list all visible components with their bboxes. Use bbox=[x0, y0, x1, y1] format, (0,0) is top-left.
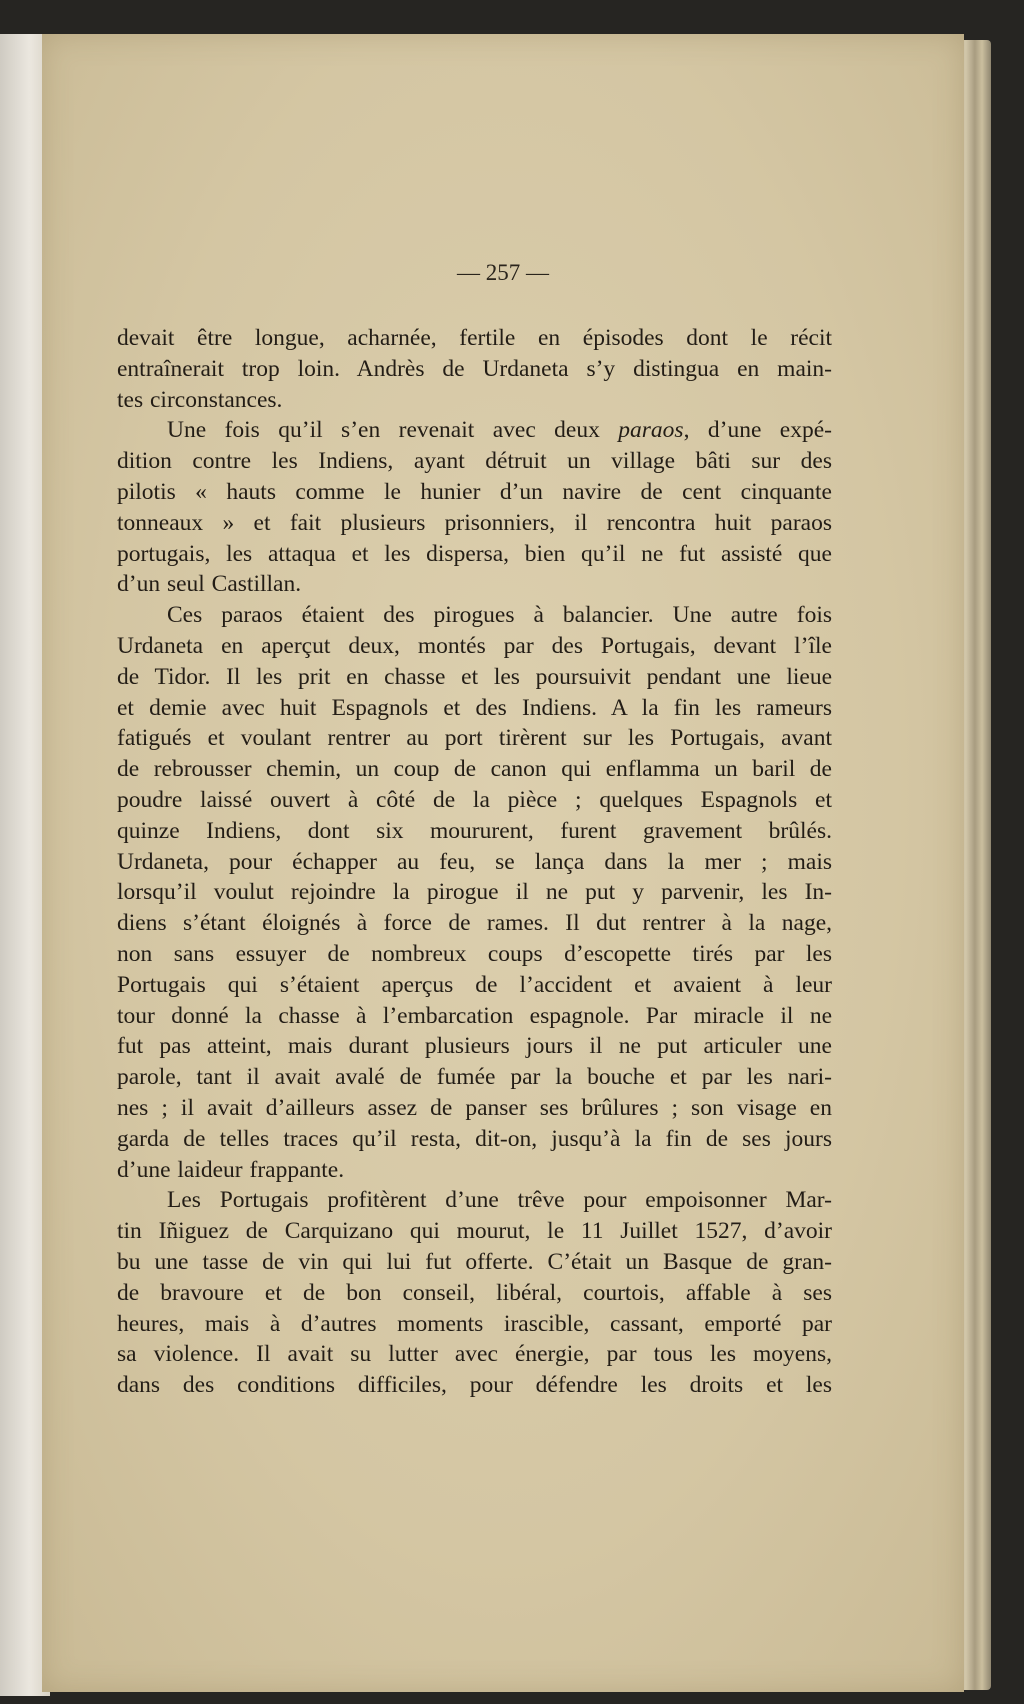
text-line: tonneaux » et fait plusieurs prisonniers, il rencontra huit paraos bbox=[117, 509, 832, 536]
text-line: Portugais qui s’étaient aperçus de l’accident et avaient à leur bbox=[117, 971, 832, 998]
text-line: dition contre les Indiens, ayant détruit un village bâti sur des bbox=[117, 448, 832, 475]
text-line: pilotis « hauts comme le hunier d’un navire de cent cinquante bbox=[117, 478, 832, 505]
page-number: — 257 — bbox=[457, 260, 549, 285]
text-line: devait être longue, acharnée, fertile en épisodes dont le récit bbox=[117, 325, 832, 351]
text-line: Les Portugais profitèrent d’une trêve pour empoisonner Mar- bbox=[167, 1187, 832, 1214]
italic-word: paraos bbox=[618, 417, 684, 444]
book-page bbox=[42, 34, 964, 1692]
text-line: d’un seul Castillan. bbox=[117, 571, 302, 598]
text-line: quinze Indiens, dont six moururent, furent gravement brûlés. bbox=[117, 817, 832, 844]
paragraph bbox=[117, 323, 832, 415]
text-line: de bravoure et de bon conseil, libéral, courtois, affable à ses bbox=[117, 1279, 832, 1306]
text-line: de Tidor. Il les prit en chasse et les poursuivit pendant une lieue bbox=[117, 663, 832, 690]
text-line: poudre laissé ouvert à côté de la pièce ; quelques Espagnols et bbox=[117, 786, 832, 813]
text-line: entraînerait trop loin. Andrès de Urdaneta s’y distingua en main- bbox=[117, 355, 832, 382]
text-line: nes ; il avait d’ailleurs assez de panser ses brûlures ; son visage en bbox=[117, 1094, 832, 1121]
text-line: diens s’étant éloignés à force de rames. Il dut rentrer à la nage, bbox=[117, 910, 832, 937]
text-line: d’une laideur frappante. bbox=[117, 1156, 345, 1183]
text-line: lorsqu’il voulut rejoindre la pirogue il ne put y parvenir, les In- bbox=[117, 879, 832, 906]
text-line: de rebrousser chemin, un coup de canon qui enflamma un baril de bbox=[117, 756, 832, 783]
text-line: Une fois qu’il s’en revenait avec deux paraos, d’une expé- bbox=[167, 417, 832, 444]
text-line: tour donné la chasse à l’embarcation espagnole. Par miracle il ne bbox=[117, 1002, 832, 1029]
paragraph bbox=[117, 415, 832, 600]
text-line: garda de telles traces qu’il resta, dit-on, jusqu’à la fin de ses jours bbox=[117, 1125, 832, 1152]
text-line: portugais, les attaqua et les dispersa, bien qu’il ne fut assisté que bbox=[117, 540, 832, 567]
text-line: bu une tasse de vin qui lui fut offerte. C’était un Basque de gran- bbox=[117, 1248, 832, 1275]
text-line: et demie avec huit Espagnols et des Indiens. A la fin les rameurs bbox=[117, 694, 832, 721]
text-line: dans des conditions difficiles, pour défendre les droits et les bbox=[117, 1372, 832, 1399]
text-line: fut pas atteint, mais durant plusieurs jours il ne put articuler une bbox=[117, 1033, 832, 1060]
body-text bbox=[117, 323, 832, 1401]
paragraph bbox=[117, 600, 832, 1185]
text-line: non sans essuyer de nombreux coups d’escopette tirés par les bbox=[117, 940, 832, 967]
text-line: Ces paraos étaient des pirogues à balancier. Une autre fois bbox=[167, 602, 832, 629]
paragraph bbox=[117, 1185, 832, 1401]
text-line: sa violence. Il avait su lutter avec énergie, par tous les moyens, bbox=[117, 1341, 832, 1368]
text-line: Urdaneta, pour échapper au feu, se lança dans la mer ; mais bbox=[117, 848, 832, 875]
text-line: heures, mais à d’autres moments irascible, cassant, emporté par bbox=[117, 1310, 832, 1337]
text-line: fatigués et voulant rentrer au port tirèrent sur les Portugais, avant bbox=[117, 725, 832, 752]
text-line: Urdaneta en aperçut deux, montés par des Portugais, devant l’île bbox=[117, 632, 832, 659]
text-line: tin Iñiguez de Carquizano qui mourut, le 11 Juillet 1527, d’avoir bbox=[117, 1218, 832, 1245]
text-line: parole, tant il avait avalé de fumée par la bouche et par les nari- bbox=[117, 1064, 832, 1091]
text-line: tes circonstances. bbox=[117, 386, 283, 413]
